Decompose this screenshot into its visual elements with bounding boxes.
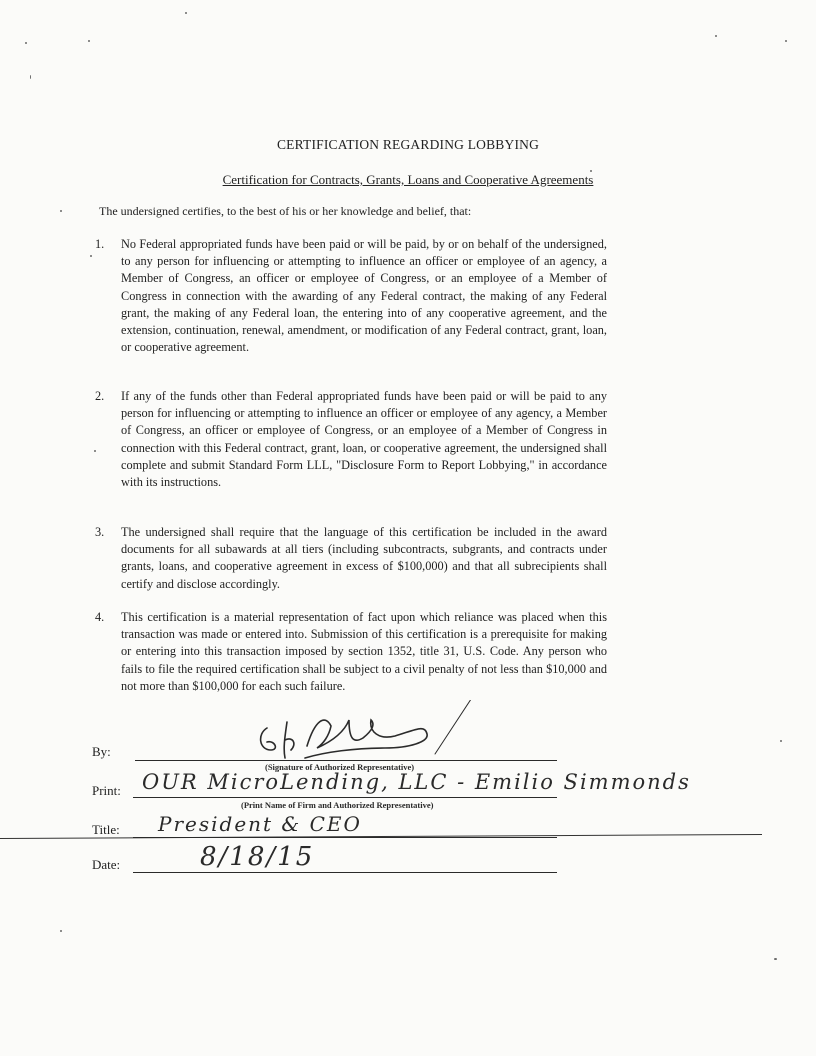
scan-speck [185,12,187,14]
by-label: By: [92,744,111,759]
intro-statement: The undersigned certifies, to the best of his or her knowledge and belief, that: [99,204,472,218]
print-caption: (Print Name of Firm and Authorized Representative) [241,800,434,810]
scan-speck [25,42,27,44]
by-caption: (Signature of Authorized Representative) [265,762,415,772]
title-handwritten-value: President & CEO [158,812,362,836]
scan-speck [94,450,96,452]
title-label: Title: [92,822,120,837]
scan-speck [785,40,787,42]
date-handwritten-value: 8/18/15 [200,842,315,872]
scan-speck [60,210,62,212]
document-subtitle: Certification for Contracts, Grants, Loans and Cooperative Agreements [222,172,594,187]
scan-speck [30,75,31,79]
print-label: Print: [92,783,121,798]
item-text: The undersigned shall require that the language of this certification be included in the award documents for all subawards at all tiers (including subcontracts, subgrants, and contracts under grants, loans, and cooperative agreement in excess of $100,000) and that all subrecipients shall certify and disclose accordingly. [121,525,607,591]
item-text: This certification is a material representation of fact upon which reliance was placed when this transaction was made or entered into. Submission of this certification is a prerequisite for making or entering into this transaction imposed by section 1352, title 31, U.S. Code. Any person who fails to file the required certification shall be subject to a civil penalty of not less than $10,000 and not more than $100,000 for each such failure. [121,610,607,693]
print-handwritten-value: OUR MicroLending, LLC - Emilio Simmonds [142,770,691,794]
item-number: 1. [95,237,105,251]
print-line [133,797,557,798]
item-number: 3. [95,525,105,539]
scan-speck [60,930,62,932]
item-text: No Federal appropriated funds have been paid or will be paid, by or on behalf of the undersigned, to any person for influencing or attempting to influence an officer or employee of an agency, a Member of Congress, an officer or employee of Congress, or an employee of a Member of Congress in connection with the awarding of any Federal contract, the making of any Federal grant, the making of any Federal loan, the entering into of any cooperative agreement, and the extension, continuation, renewal, amendment, or modification of any Federal contract, grant, loan, or cooperative agreement. [121,237,607,355]
scan-speck [780,740,782,742]
date-label: Date: [92,857,121,872]
scan-speck [88,40,90,42]
document-title: CERTIFICATION REGARDING LOBBYING [276,137,540,152]
scan-speck [774,958,777,960]
date-line [133,872,557,873]
by-signature-line [135,760,557,761]
item-number: 2. [95,389,105,403]
scan-speck [715,35,717,37]
title-line [133,837,557,838]
item-number: 4. [95,610,105,624]
scan-speck [90,255,92,257]
item-text: If any of the funds other than Federal appropriated funds have been paid or will be paid to any person for influencing or attempting to influence an officer or employee of any agency, a Member of Congress, an officer or employee of Congress, or an employee of a Member of Congress in connection with this Federal contract, grant, loan, or cooperative agreement, the undersigned shall complete and submit Standard Form LLL, "Disclosure Form to Report Lobbying," in accordance with its instructions. [121,389,607,490]
